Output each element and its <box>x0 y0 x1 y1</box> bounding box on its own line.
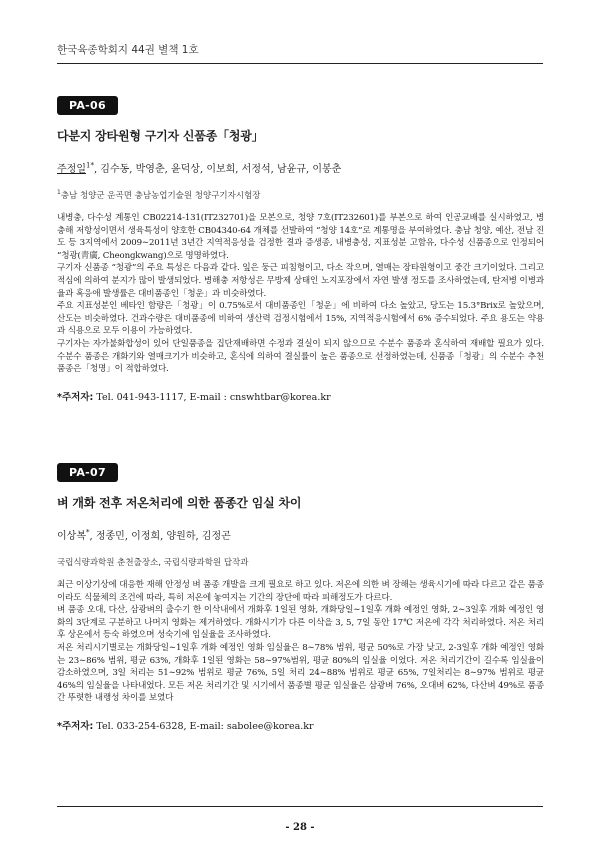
paragraph: 구기자 신품종 “청광”의 주요 특성은 다음과 같다. 잎은 둥근 피침형이고, 다소 작으며, 열매는 장타원형이고 중간 크기이었다. 그리고 적심에 의하여 분지가 많이 발생되었다. 병해충 저항성은 무방제 상태인 노지포장에서 자연 발생 정도를 조사하였는데, 탄저병 이병과율과 혹응애 발생률은 대비품종인「청운」과 비슷하였다. <box>57 263 544 299</box>
contact-label: *주저자: <box>57 720 94 732</box>
abstract-pa-07 <box>57 461 544 732</box>
contact-label: *주저자: <box>57 391 94 403</box>
abstract-tag: PA-07 <box>57 463 118 482</box>
contact-info <box>57 389 544 403</box>
affiliation-mark: 1 <box>57 189 61 197</box>
journal-header: 한국육종학회지 44권 별책 1호 <box>57 44 199 56</box>
first-author: 이상복 <box>57 531 86 542</box>
paragraph: 벼 품종 오대, 다산, 삼광벼의 출수기 한 이삭내에서 개화후 1일된 영화, 개화당일∼1일후 개화 예정인 영화, 2∼3일후 개화 예정인 영화의 3단계로 구분하고 나머지 영화는 제거하였다. 개화시기가 다른 이삭을 3, 5, 7일 동안 17℃ 저온에 각각 처리하였다. 저온 처리후 상온에서 등숙 하였으며 성숙기에 임실율을 조사하였다. <box>57 605 544 641</box>
abstract-tag: PA-06 <box>57 96 118 115</box>
author-list <box>57 527 544 542</box>
other-authors: , 정종민, 이정희, 양원하, 김정곤 <box>89 531 231 542</box>
affiliation <box>57 556 544 568</box>
first-author: 주정일 <box>57 164 86 175</box>
contact-details: Tel. 033-254-6328, E-mail: sabolee@korea.kr <box>96 720 314 732</box>
author-marks: 1* <box>85 161 94 170</box>
paragraph: 최근 이상기상에 대응한 재해 안정성 벼 품종 개발을 크게 필요로 하고 있다. 저온에 의한 벼 장해는 생육시기에 따라 다르고 같은 품종이라도 식물체의 조건에 따라, 특히 저온에 놓여지는 기간의 장단에 따라 피해정도가 다르다. <box>57 580 544 603</box>
paragraph: 주요 지표성분인 베타인 함량은「청광」이 0.75%로서 대비품종인「청운」에 비하여 다소 높았고, 당도는 15.3°Brix로 높았으며, 산도는 비슷하였다. 건과수량은 대비품종에 비하여 생산력 검정시험에서 15%, 지역적응시험에서 6% 증수되었다. 주요 용도는 약용과 식용으로 모두 이용이 가능하였다. <box>57 301 544 337</box>
affiliation <box>57 189 544 201</box>
affiliation-text: 국립식량과학원 춘천출장소, 국립식량과학원 답작과 <box>57 558 249 568</box>
page-number: - 28 - <box>285 822 315 833</box>
abstract-title: 다분지 장타원형 구기자 신품종「청광」 <box>57 129 264 143</box>
author-marks: * <box>85 528 90 537</box>
other-authors: , 김수동, 박영춘, 윤덕상, 이보희, 서정석, 남윤규, 이봉춘 <box>93 164 342 175</box>
abstract-pa-06 <box>57 94 544 403</box>
paragraph: 구기자는 자가불화합성이 있어 단일품종을 집단재배하면 수정과 결실이 되지 않으므로 수분수 품종과 혼식하여 재배할 필요가 있다. 수분수 품종은 개화기와 열매크기가 비슷하고, 혼식에 의하여 결실률이 높은 품종으로 선정하였는데, 신품종「청광」의 수분수 추천 품종은「청명」이 적합하였다. <box>57 338 544 375</box>
affiliation-text: 충남 청양군 운곡면 충남농업기술원 청양구기자시험장 <box>60 191 261 201</box>
abstract-title: 벼 개화 전후 저온처리에 의한 품종간 임실 차이 <box>57 496 302 510</box>
contact-info <box>57 718 544 732</box>
paragraph: 저온 처리시기별로는 개화당일∼1일후 개화 예정인 영화 임실율은 8∼78% 범위, 평균 50%로 가장 낮고, 2-3일후 개화 예정인 영화는 23∼86% 범위, 평균 63%, 개화후 1일된 영화는 58∼97%범위, 평균 80%의 임실율 이었다. 저온 처리기간이 길수록 임실율이 감소하였으며, 3일 처리는 51∼92% 범위로 평균 76%, 5일 처리 24∼88% 범위로 평균 65%, 7일처리는 8∼97% 범위로 평균 46%의 임실율을 나타내었다. 모든 저온 처리기간 및 시기에서 품종별 평균 임실율은 삼광벼 76%, 오대벼 62%, 다산벼 49%로 품종간 뚜렷한 내랭성 차이를 보였다 <box>57 642 544 704</box>
contact-details: Tel. 041-943-1117, E-mail : cnswhtbar@korea.kr <box>96 391 331 403</box>
abstract-body <box>57 212 544 376</box>
author-list <box>57 160 544 175</box>
header-divider <box>57 63 543 64</box>
abstract-body <box>57 579 544 705</box>
footer-divider <box>57 806 543 807</box>
paragraph: 내병충, 다수성 계통인 CB02214-131(IT232701)을 모본으로, 청양 7호(IT232601)를 부본으로 하여 인공교배를 실시하였고, 병충해 저항성이면서 생육특성이 양호한 CB04340-64 개체를 선발하여 “청양 14호”로 계통명을 부여하였다. 충남 청양, 예산, 전남 진도 등 3지역에서 2009∼2011년 3년간 지역적응성을 검정한 결과 증생종, 내병충성, 지표성분 고함유, 다수성 신품종으로 인정되어 “청광(靑廣, Cheongkwang)으로 명명하였다. <box>57 213 544 261</box>
